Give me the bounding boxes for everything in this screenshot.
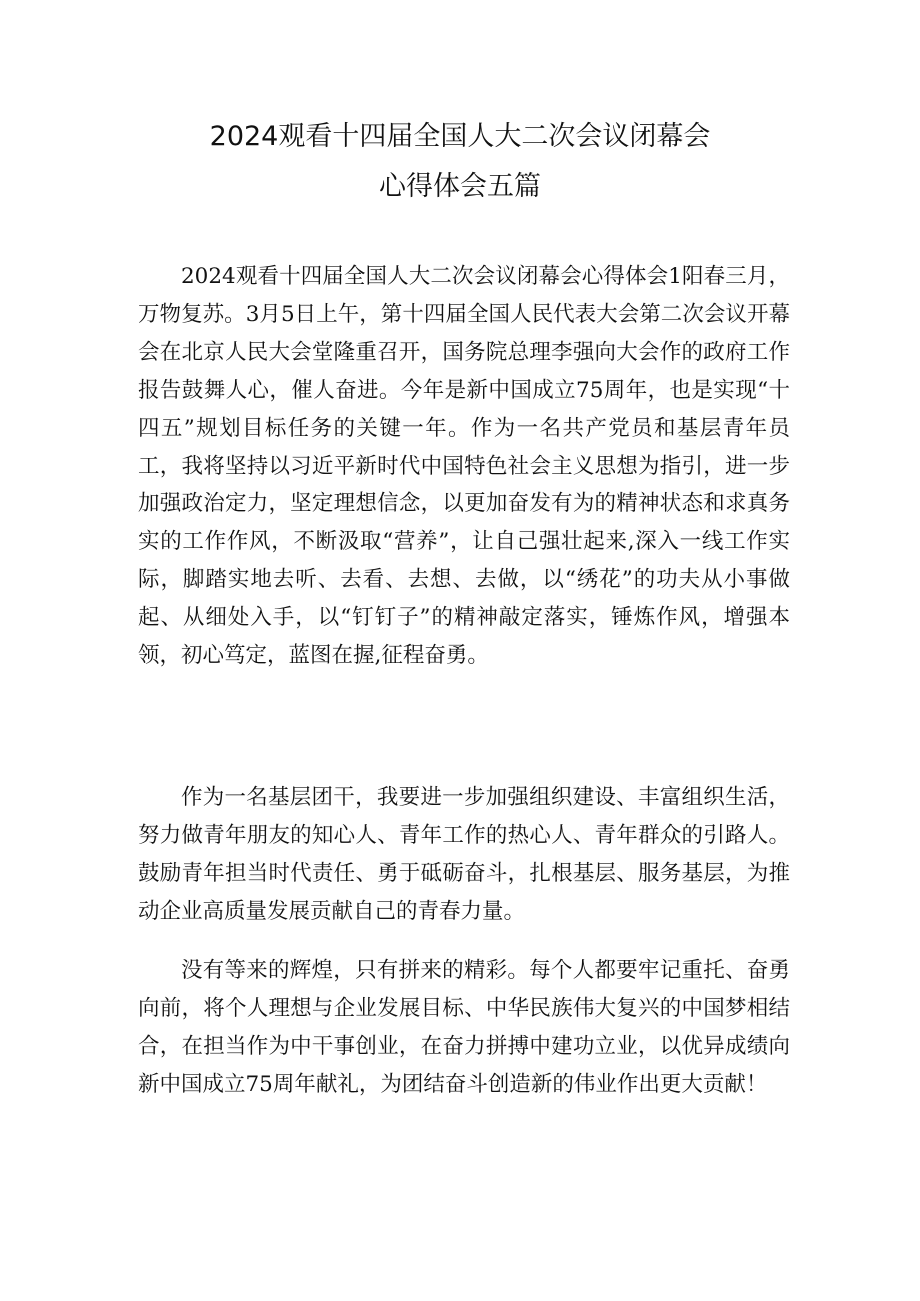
document-title-line-1: 2024观看十四届全国人大二次会议闭幕会: [209, 121, 711, 152]
body-paragraph-3: 没有等来的辉煌，只有拼来的精彩。每个人都要牢记重托、奋勇向前，将个人理想与企业发展目标、中华民族伟大复兴的中国梦相结合，在担当作为中干事创业，在奋力拼搏中建功立业，以优异成绩向新中国成立75周年献礼，为团结奋斗创造新的伟业作出更大贡献！: [138, 958, 790, 1097]
body-paragraph-2: 作为一名基层团干，我要进一步加强组织建设、丰富组织生活，努力做青年朋友的知心人、青年工作的热心人、青年群众的引路人。鼓励青年担当时代责任、勇于砥砺奋斗，扎根基层、服务基层，为推动企业高质量发展贡献自己的青春力量。: [138, 785, 790, 924]
document-title-line-2: 心得体会五篇: [379, 171, 541, 202]
body-paragraph-1: 2024观看十四届全国人大二次会议闭幕会心得体会1阳春三月，万物复苏。3月5日上午，第十四届全国人民代表大会第二次会议开幕会在北京人民大会堂隆重召开，国务院总理李强向大会作的政府工作报告鼓舞人心，催人奋进。今年是新中国成立75周年，也是实现“十四五”规划目标任务的关键一年。作为一名共产党员和基层青年员工，我将坚持以习近平新时代中国特色社会主义思想为指引，进一步加强政治定力，坚定理想信念，以更加奋发有为的精神状态和求真务实的工作作风，不断汲取“营养”，让自己强壮起来,深入一线工作实际，脚踏实地去听、去看、去想、去做，以“绣花”的功夫从小事做起、从细处入手，以“钉钉子”的精神敲定落实，锤炼作风，增强本领，初心笃定，蓝图在握,征程奋勇。: [138, 264, 790, 669]
